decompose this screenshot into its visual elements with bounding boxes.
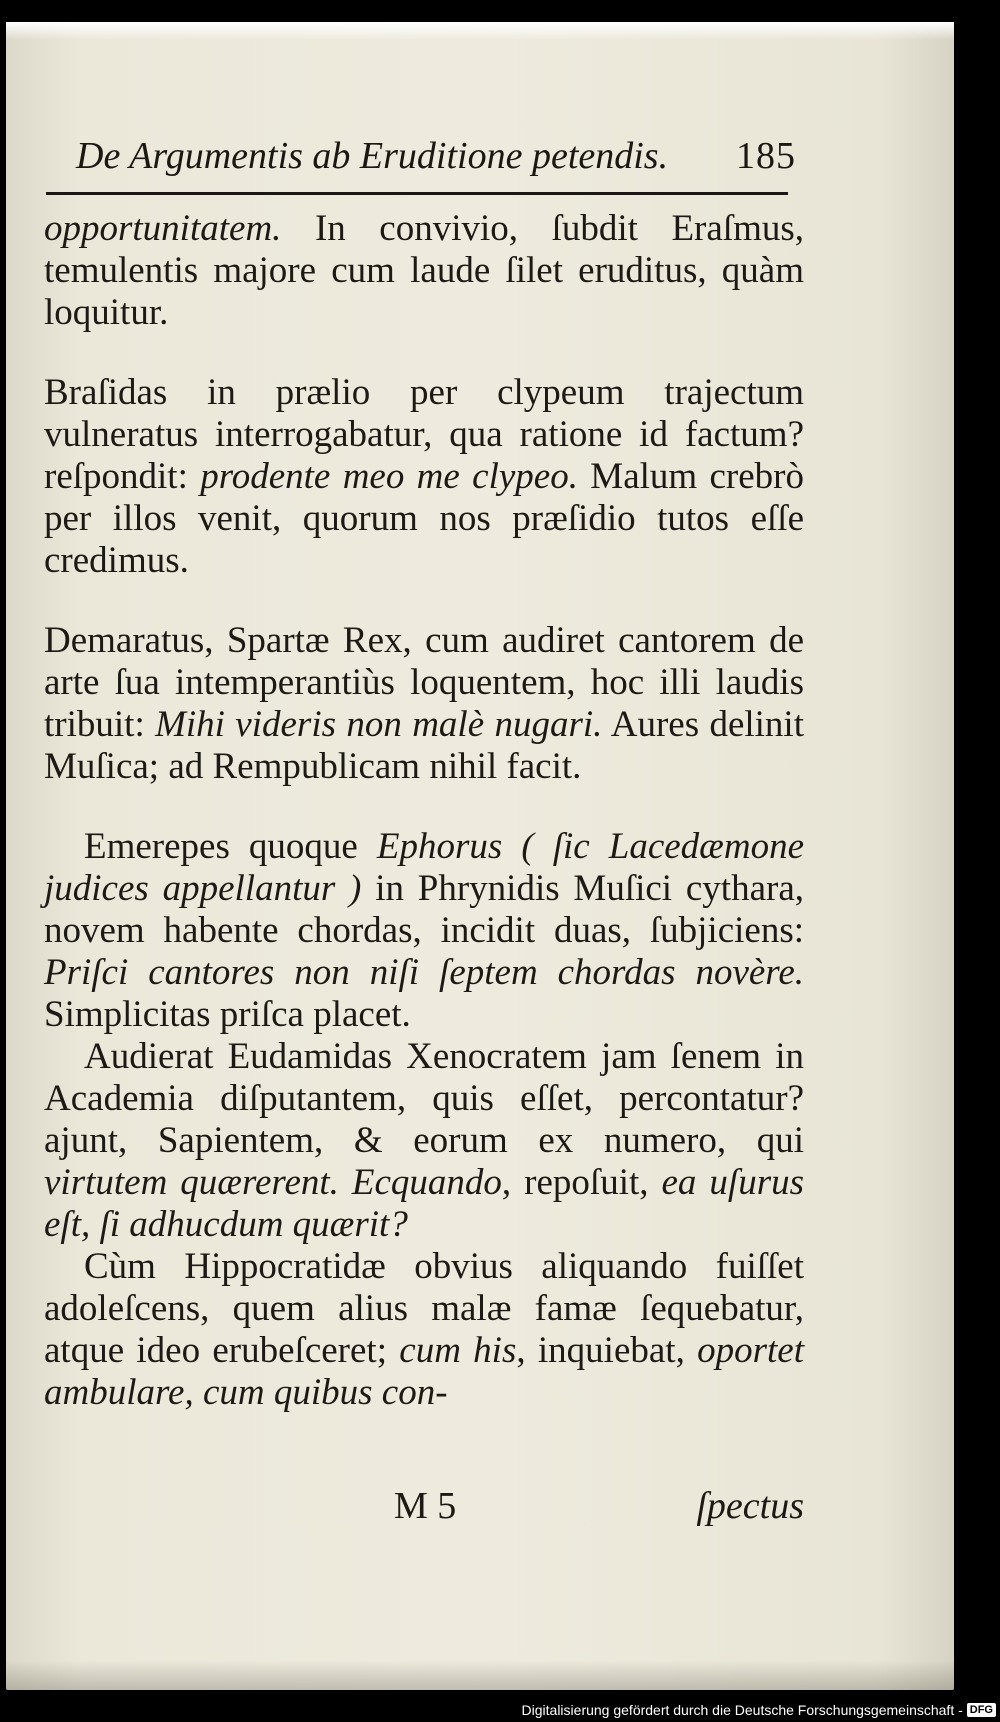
text-run: virtutem quærerent. Ecquando: [44, 1162, 502, 1203]
page-number: 185: [736, 135, 796, 177]
text-run: opportunitatem.: [44, 208, 282, 249]
text-run: , repoſuit,: [501, 1162, 662, 1203]
running-head: [76, 134, 796, 178]
paragraph-5: [44, 1036, 804, 1246]
text-run: Cùm Hippocratidæ obvius aliquando fuiſſet adoleſcens, quem alius malæ famæ ſequebatur, atque ideo erubeſceret;: [44, 1246, 804, 1371]
text-run: oportet ambulare, cum quibus con-: [44, 1330, 805, 1413]
header-rule: [46, 192, 788, 195]
text-run: Emerepes quoque: [84, 826, 377, 867]
text-run: , inquiebat,: [516, 1330, 698, 1371]
paragraph-6: [44, 1246, 804, 1414]
text-run: ea uſurus eſt, ſi adhucdum quærit?: [44, 1162, 804, 1245]
paragraph-1: [44, 208, 804, 334]
body-text: [44, 208, 804, 1414]
catchword: ſpectus: [696, 1485, 804, 1527]
digitization-credit: [522, 1702, 996, 1718]
text-run: Aures delinit Muſica; ad Rempublicam nihil facit.: [44, 704, 804, 787]
text-run: Ephorus ( ſic Lacedæmone judices appellantur ): [44, 826, 804, 909]
text-run: prodente meo me clypeo.: [200, 456, 578, 497]
book-page: [6, 22, 954, 1690]
text-run: cum his: [399, 1330, 517, 1371]
text-run: Simplicitas priſca placet.: [44, 994, 411, 1035]
text-run: Demaratus, Spartæ Rex, cum audiret cantorem de arte ſua intemperantiùs loquentem, hoc illi laudis tribuit:: [44, 620, 804, 745]
text-run: Audierat Eudamidas Xenocratem jam ſenem in Academia diſputantem, quis eſſet, percontatur? ajunt, Sapientem, & eorum ex numero, qui: [44, 1036, 804, 1161]
paragraph-3: [44, 620, 804, 788]
text-run: In convivio, ſubdit Eraſmus, temulentis majore cum laude ſilet eruditus, quàm loquitur.: [44, 208, 804, 333]
signature-mark: M 5: [394, 1485, 457, 1527]
text-run: Braſidas in prælio per clypeum trajectum vulneratus interrogabatur, qua ratione id factum? reſpondit:: [44, 372, 804, 497]
digitization-credit-text: Digitalisierung gefördert durch die Deutsche Forschungsgemeinschaft -: [521, 1702, 963, 1718]
text-run: Mihi videris non malè nugari.: [155, 704, 603, 745]
text-run: Malum crebrò per illos venit, quorum nos præſidio tutos eſſe credimus.: [44, 456, 804, 581]
running-head-title: De Argumentis ab Eruditione petendis.: [76, 135, 669, 177]
text-run: in Phrynidis Muſici cythara, novem habente chordas, incidit duas, ſubjiciens:: [44, 868, 804, 951]
dfg-logo: DFG: [967, 1703, 996, 1717]
paragraph-4: [44, 826, 804, 1036]
paragraph-2: [44, 372, 804, 582]
text-run: Priſci cantores non niſi ſeptem chordas novère.: [44, 952, 804, 993]
page-foot: [44, 1484, 804, 1528]
